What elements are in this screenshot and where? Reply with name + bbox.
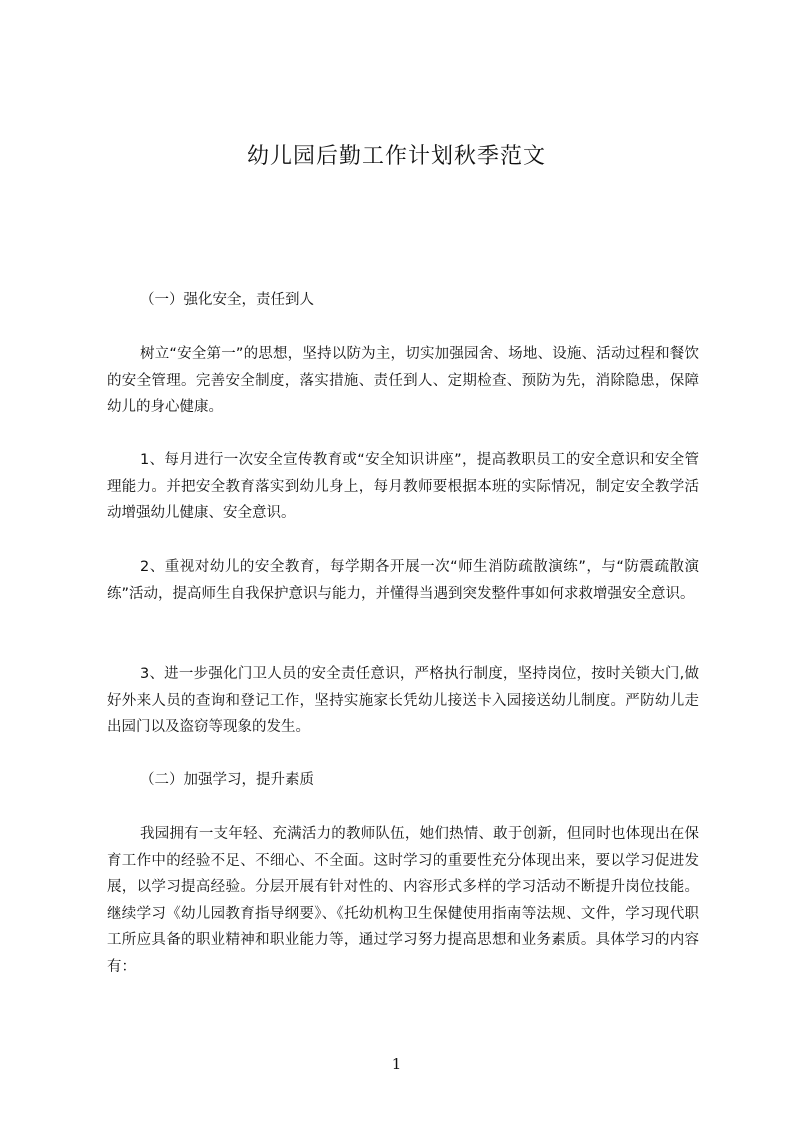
section-2-intro-paragraph: 我园拥有一支年轻、充满活力的教师队伍，她们热情、敢于创新，但同时也体现出在保育工作中的经验不足、不细心、不全面。这时学习的重要性充分体现出来，要以学习促进发展，以学习提高经验。分层开展有针对性的、内容形式多样的学习活动不断提升岗位技能。继续学习《幼儿园教育指导纲要》、《托幼机构卫生保健使用指南等法规、文件，学习现代职工所应具备的职业精神和职业能力等，通过学习努力提高思想和业务素质。具体学习的内容有：	[107, 826, 699, 975]
safety-item-1-paragraph: 1、每月进行一次安全宣传教育或“安全知识讲座”，提高教职员工的安全意识和安全管理能力。并把安全教育落实到幼儿身上，每月教师要根据本班的实际情况，制定安全教学活动增强幼儿健康、安全意识。	[107, 452, 699, 521]
safety-item-2-paragraph: 2、重视对幼儿的安全教育，每学期各开展一次“师生消防疏散演练”，与“防震疏散演练”活动，提高师生自我保护意识与能力，并懂得当遇到突发整件事如何求救增强安全意识。	[107, 559, 699, 602]
page-number: 1	[391, 1055, 402, 1073]
section-2-heading: （二）加强学习，提升素质	[140, 772, 314, 788]
section-1-intro-paragraph: 树立“安全第一”的思想，坚持以防为主，切实加强园舍、场地、设施、活动过程和餐饮的安全管理。完善安全制度，落实措施、责任到人、定期检查、预防为先，消除隐患，保障幼儿的身心健康。	[107, 346, 699, 415]
section-1-heading: （一）强化安全，责任到人	[140, 292, 314, 308]
safety-item-3-paragraph: 3、进一步强化门卫人员的安全责任意识，严格执行制度，坚持岗位，按时关锁大门,做好外来人员的查询和登记工作，坚持实施家长凭幼儿接送卡入园接送幼儿制度。严防幼儿走出园门以及盗窃等现象的发生。	[107, 666, 699, 735]
document-title: 幼儿园后勤工作计划秋季范文	[246, 144, 546, 169]
